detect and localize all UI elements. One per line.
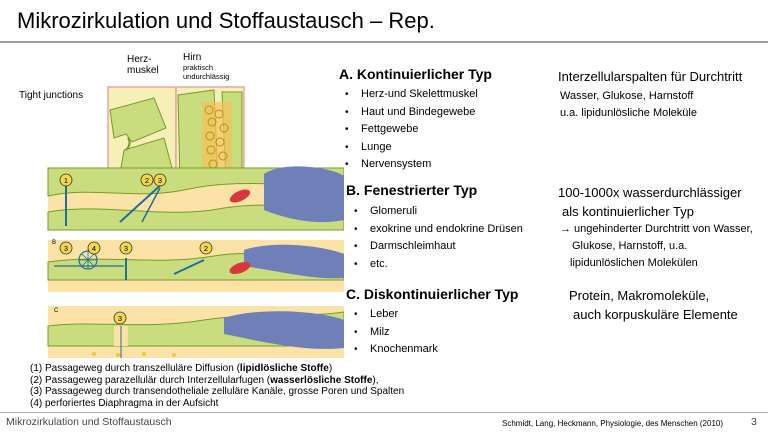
section-b-note-2: als kontinuierlicher Typ [562, 204, 694, 219]
section-a-note-2: Wasser, Glukose, Harnstoff [560, 90, 694, 102]
footer-title: Mikrozirkulation und Stoffaustausch [6, 416, 172, 428]
panel-c-letter: C [54, 308, 59, 314]
page-number: 3 [751, 416, 757, 428]
section-b-list [354, 203, 523, 273]
list-item: • Glomeruli [354, 203, 523, 221]
footer-source: Schmidt, Lang, Heckmann, Physiologie, des Menschen (2010) [502, 419, 724, 428]
footer-divider [0, 412, 768, 413]
list-item: • etc. [354, 256, 523, 274]
section-c-heading: C. Diskontinuierlicher Typ [346, 286, 519, 302]
marker-a-2-label: 2 [144, 176, 150, 185]
marker-b-2-label: 2 [203, 244, 209, 253]
list-item: • Leber [354, 306, 438, 324]
marker-a-1-label: 1 [63, 176, 69, 185]
section-a-list [345, 86, 478, 174]
pathway-legend [30, 363, 404, 409]
section-b-heading: B. Fenestrierter Typ [346, 182, 478, 198]
list-item: • exokrine und endokrine Drüsen [354, 221, 523, 239]
panel-b-letter: B [52, 240, 57, 246]
section-c-note-2: auch korpuskuläre Elemente [573, 307, 738, 322]
list-item: • Nervensystem [345, 156, 478, 174]
list-item: • Fettgewebe [345, 121, 478, 139]
list-item: • Darmschleimhaut [354, 238, 523, 256]
list-item: • Haut und Bindegewebe [345, 104, 478, 122]
label-tight-junctions: Tight junctions [19, 90, 84, 101]
marker-b-3b-label: 3 [123, 244, 129, 253]
legend-item-2: (2) Passageweg parazellulär durch Interzellularfugen (wasserlösliche Stoffe), [30, 374, 379, 386]
list-item: • Knochenmark [354, 341, 438, 359]
list-item: • Milz [354, 324, 438, 342]
arrow-right-icon: → [560, 223, 571, 235]
section-a-heading: A. Kontinuierlicher Typ [339, 66, 492, 82]
section-a-note-3: u.a. lipidunlösliche Moleküle [560, 107, 697, 119]
section-b-note-3: → ungehinderter Durchtritt von Wasser, [560, 223, 753, 235]
marker-c-3-label: 3 [117, 314, 123, 323]
section-a-note-1: Interzellularspalten für Durchtritt [558, 69, 743, 84]
marker-a-3-label: 3 [157, 176, 163, 185]
legend-item-1: (1) Passageweg durch transzelluläre Diffusion (lipidlösliche Stoffe) [30, 363, 333, 374]
section-c-list [354, 306, 438, 359]
label-hirn-sub: praktisch undurchlässig [183, 63, 230, 81]
list-item: • Lunge [345, 139, 478, 157]
section-b-note-4: Glukose, Harnstoff, u.a. [572, 240, 688, 252]
section-c-note-1: Protein, Makromoleküle, [569, 288, 710, 303]
section-b-note-1: 100-1000x wasserdurchlässiger [558, 185, 742, 200]
slide-title: Mikrozirkulation und Stoffaustausch – Rep. [17, 8, 435, 33]
list-item: • Herz-und Skelettmuskel [345, 86, 478, 104]
section-b-note-5: lipidunlöslichen Molekülen [570, 257, 698, 269]
legend-item-4: (4) perforiertes Diaphragma in der Aufsicht [30, 397, 219, 409]
legend-item-3: (3) Passageweg durch transendotheliale zelluläre Kanäle, grosse Poren und Spalten [30, 386, 405, 397]
label-hirn: Hirn [183, 52, 202, 63]
label-herzmuskel: Herz- muskel [127, 54, 159, 76]
marker-b-4-label: 4 [91, 244, 97, 253]
marker-b-3a-label: 3 [63, 244, 69, 253]
title-divider [0, 41, 768, 43]
panel-a-nucleus [264, 166, 344, 222]
